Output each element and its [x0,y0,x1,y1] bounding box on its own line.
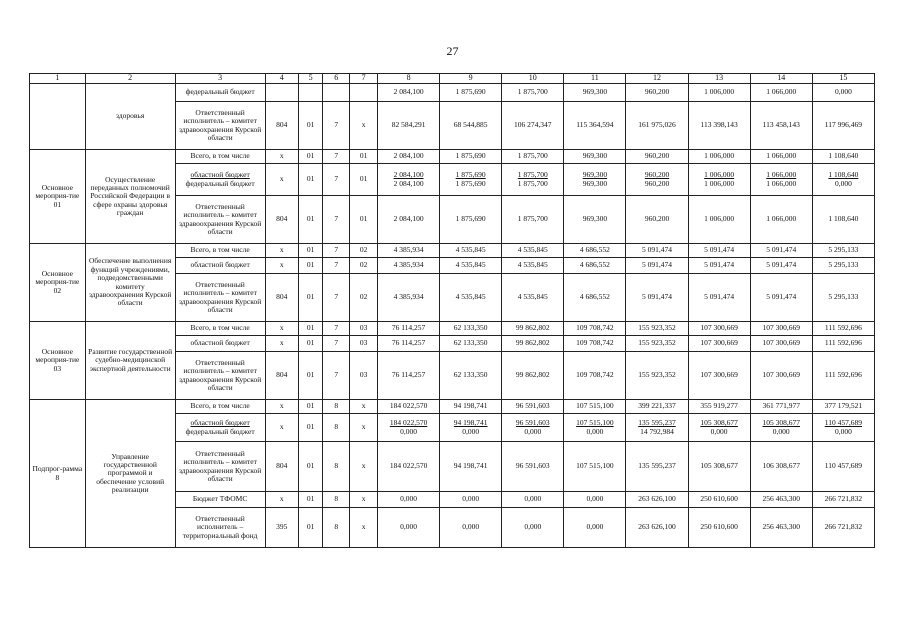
value-cell: 96 591,603 [502,400,564,414]
value-line2: 0,000 [772,426,790,436]
value-cell: 263 626,100 [626,492,688,508]
value-cell: 263 626,100 [626,508,688,548]
value-cell: 256 463,300 [750,508,812,548]
code-cell: 8 [323,508,350,548]
value-cell: 2 084,100 [378,150,440,164]
value-cell: 110 457,689 [812,442,874,492]
value-cell: 256 463,300 [750,492,812,508]
code-cell: 01 [298,164,323,196]
value-cell: 0,000 [564,508,626,548]
value-cell: 1 066,000 [750,84,812,102]
table-row [30,84,875,102]
value-cell: 969,300 [564,150,626,164]
value-line2: 0,000 [834,426,852,436]
value-cell: 155 923,352 [626,322,688,336]
value-line1: 1 108,640 [828,170,859,180]
value-cell: 115 364,594 [564,102,626,150]
code-cell: x [350,102,378,150]
value-cell: 2 084,100 [378,84,440,102]
measure-description: Развитие государственной судебно-медицинской экспертной деятельности [85,322,175,400]
code-cell: 7 [323,150,350,164]
code-cell: 7 [323,196,350,244]
value-line2: 0,000 [710,426,728,436]
value-line1: 107 515,100 [576,418,614,428]
value-cell: 1 875,700 [502,196,564,244]
value-cell: 107 515,100 [564,442,626,492]
value-line2: 1 875,700 [517,178,548,188]
value-cell: 4 686,552 [564,258,626,274]
value-cell: 184 022,570 [378,442,440,492]
value-cell: 1 875,700 [502,84,564,102]
code-cell: 01 [298,352,323,400]
header-row [30,74,875,84]
value-cell: 113 458,143 [750,102,812,150]
value-cell: 0,000 [440,508,502,548]
value-cell: 5 091,474 [688,274,750,322]
code-cell: 8 [323,400,350,414]
row-label: федеральный бюджет [175,84,265,102]
value-cell: 1 875,690 [440,196,502,244]
code-cell: 804 [265,442,298,492]
value-cell: 107 300,669 [750,322,812,336]
value-cell: 0,000 [812,84,874,102]
row-label: Всего, в том числе [175,322,265,336]
row-label: Ответственный исполнитель – комитет здравоохранения Курской области [175,196,265,244]
value-line1: 135 595,237 [638,418,676,428]
value-cell: 1 066,000 [750,196,812,244]
code-cell: x [350,442,378,492]
code-cell: 7 [323,102,350,150]
value-cell: 1 875,700 [502,150,564,164]
value-cell: 106 308,677 [750,442,812,492]
value-cell: 4 535,845 [502,258,564,274]
value-cell: 155 923,352 [626,336,688,352]
value-cell: 5 091,474 [626,274,688,322]
header-cell: 13 [688,74,750,84]
value-cell: 266 721,832 [812,508,874,548]
value-cell: 99 862,802 [502,336,564,352]
value-cell: 5 091,474 [750,244,812,258]
value-cell [502,414,564,442]
header-cell: 12 [626,74,688,84]
code-cell: 03 [350,322,378,336]
code-cell: 01 [298,400,323,414]
code-cell: 8 [323,414,350,442]
table-row [30,150,875,164]
value-line2: 14 792,984 [640,426,674,436]
value-cell: 4 535,845 [440,274,502,322]
value-cell [502,164,564,196]
value-line1: 94 198,741 [453,418,488,428]
row-label: областной бюджет [175,336,265,352]
value-cell: 4 535,845 [502,274,564,322]
code-cell: 01 [298,150,323,164]
code-cell: 01 [298,508,323,548]
row-label: Всего, в том числе [175,400,265,414]
value-line1: 96 591,603 [515,418,550,428]
value-cell [626,414,688,442]
value-cell: 4 385,934 [378,258,440,274]
table-row [30,244,875,258]
code-cell: 7 [323,258,350,274]
row-label: Ответственный исполнитель – комитет здравоохранения Курской области [175,442,265,492]
value-line2: 0,000 [462,426,480,436]
value-cell [564,414,626,442]
code-cell: x [265,414,298,442]
subprogram-description: Управление государственной программой и обеспечение условий реализации [85,400,175,548]
value-line2: 2 084,100 [393,178,424,188]
code-cell: 01 [298,336,323,352]
value-cell: 117 996,469 [812,102,874,150]
value-cell [750,414,812,442]
value-cell [378,414,440,442]
code-cell: 01 [350,164,378,196]
value-cell: 76 114,257 [378,336,440,352]
code-cell: 01 [298,258,323,274]
value-line1: 110 457,689 [824,418,862,428]
cont-description: здоровья [85,84,175,150]
code-cell: x [350,508,378,548]
value-cell: 250 610,600 [688,508,750,548]
header-cell: 8 [378,74,440,84]
code-cell: 01 [298,414,323,442]
value-line2: 0,000 [586,426,604,436]
code-cell: 804 [265,352,298,400]
code-cell: 02 [350,244,378,258]
cell-empty [323,84,350,102]
code-cell: 7 [323,336,350,352]
value-line1: 1 006,000 [704,170,735,180]
header-cell: 14 [750,74,812,84]
value-cell: 1 108,640 [812,150,874,164]
value-cell: 1 875,690 [440,150,502,164]
value-cell: 62 133,350 [440,322,502,336]
header-cell: 4 [265,74,298,84]
value-cell: 2 084,100 [378,196,440,244]
value-cell [688,164,750,196]
value-cell: 105 308,677 [688,442,750,492]
value-cell: 0,000 [502,492,564,508]
row-label: Ответственный исполнитель – комитет здравоохранения Курской области [175,352,265,400]
header-cell: 7 [350,74,378,84]
code-cell: 7 [323,322,350,336]
code-cell: 7 [323,352,350,400]
code-cell: 7 [323,164,350,196]
value-cell [750,164,812,196]
header-cell: 6 [323,74,350,84]
value-cell: 107 300,669 [688,336,750,352]
row-label: областной бюджет [175,258,265,274]
row-label [175,164,265,196]
value-cell: 1 066,000 [750,150,812,164]
value-cell: 76 114,257 [378,352,440,400]
value-cell: 969,300 [564,196,626,244]
value-cell: 111 592,696 [812,322,874,336]
row-label: Всего, в том числе [175,150,265,164]
value-cell: 0,000 [378,492,440,508]
value-cell: 5 295,133 [812,258,874,274]
value-line1: 1 066,000 [766,170,797,180]
value-cell: 5 091,474 [688,244,750,258]
code-cell: x [350,400,378,414]
row-label [175,414,265,442]
value-cell: 4 535,845 [502,244,564,258]
value-cell: 107 300,669 [750,352,812,400]
code-cell: x [350,492,378,508]
value-cell: 960,200 [626,196,688,244]
value-cell: 76 114,257 [378,322,440,336]
table-row [30,322,875,336]
cell-empty [298,84,323,102]
value-cell: 1 875,690 [440,84,502,102]
code-cell: 01 [298,322,323,336]
value-cell: 0,000 [378,508,440,548]
header-cell: 10 [502,74,564,84]
header-cell: 5 [298,74,323,84]
value-cell: 5 091,474 [688,258,750,274]
code-cell: 01 [350,196,378,244]
code-cell: x [350,414,378,442]
value-cell: 109 708,742 [564,336,626,352]
value-cell: 0,000 [502,508,564,548]
value-cell: 99 862,802 [502,352,564,400]
code-cell: x [265,150,298,164]
value-line1: 969,300 [582,170,608,180]
value-cell: 99 862,802 [502,322,564,336]
measure-code: Основное мероприя-тие 03 [30,322,86,400]
code-cell: 02 [350,258,378,274]
value-line1: 1 875,700 [517,170,548,180]
measure-description: Осуществление переданных полномочий Российской Федерации в сфере охраны здоровья граждан [85,150,175,244]
measure-code: Основное мероприя-тие 02 [30,244,86,322]
code-cell: x [265,400,298,414]
value-cell: 94 198,741 [440,442,502,492]
value-cell: 135 595,237 [626,442,688,492]
value-cell: 0,000 [440,492,502,508]
code-cell: x [265,492,298,508]
value-cell [564,164,626,196]
value-cell: 68 544,885 [440,102,502,150]
value-cell: 960,200 [626,150,688,164]
code-cell: x [265,322,298,336]
value-cell: 1 006,000 [688,84,750,102]
value-cell: 4 686,552 [564,274,626,322]
page-number: 27 [446,44,459,58]
code-cell: 01 [350,150,378,164]
value-cell: 107 300,669 [688,322,750,336]
value-line1: 2 084,100 [393,170,424,180]
value-cell [812,414,874,442]
code-cell: x [265,336,298,352]
value-cell: 184 022,570 [378,400,440,414]
subprogram-code: Подпрог-рамма 8 [30,400,86,548]
value-cell: 266 721,832 [812,492,874,508]
header-cell: 3 [175,74,265,84]
row-label-line1: областной бюджет [190,170,250,180]
code-cell: 804 [265,274,298,322]
code-cell: 01 [298,274,323,322]
row-label-line1: областной бюджет [190,418,250,428]
row-label: Всего, в том числе [175,244,265,258]
header-cell: 2 [85,74,175,84]
value-cell: 155 923,352 [626,352,688,400]
row-label-line2: федеральный бюджет [185,426,255,436]
value-line1: 105 308,677 [762,418,800,428]
value-line2: 1 006,000 [704,178,735,188]
value-cell: 5 091,474 [626,244,688,258]
value-cell: 107 300,669 [750,336,812,352]
value-cell [440,414,502,442]
code-cell: x [265,164,298,196]
value-line1: 960,200 [644,170,670,180]
value-line2: 1 066,000 [766,178,797,188]
value-cell: 1 006,000 [688,196,750,244]
measure-code: Основное мероприя-тие 01 [30,150,86,244]
value-line1: 184 022,570 [389,418,428,428]
code-cell: 7 [323,274,350,322]
value-cell: 960,200 [626,84,688,102]
row-label: Ответственный исполнитель – комитет здравоохранения Курской области [175,102,265,150]
header-cell: 11 [564,74,626,84]
value-cell: 82 584,291 [378,102,440,150]
row-label-line2: федеральный бюджет [185,178,255,188]
code-cell: 01 [298,244,323,258]
value-cell: 5 091,474 [750,258,812,274]
code-cell: x [265,258,298,274]
value-line1: 1 875,690 [455,170,486,180]
value-cell: 106 274,347 [502,102,564,150]
cell-empty [30,84,86,150]
budget-table [29,73,875,548]
value-cell: 5 295,133 [812,274,874,322]
value-cell: 250 610,600 [688,492,750,508]
header-cell: 15 [812,74,874,84]
row-label: Бюджет ТФОМС [175,492,265,508]
value-cell: 355 919,277 [688,400,750,414]
value-cell: 111 592,696 [812,352,874,400]
value-cell: 107 300,669 [688,352,750,400]
code-cell: 03 [350,352,378,400]
code-cell: 01 [298,196,323,244]
value-cell: 399 221,337 [626,400,688,414]
code-cell: 01 [298,492,323,508]
value-cell: 161 975,026 [626,102,688,150]
value-line2: 960,200 [644,178,670,188]
value-cell: 4 535,845 [440,244,502,258]
value-cell: 113 398,143 [688,102,750,150]
value-cell: 5 091,474 [626,258,688,274]
value-cell: 4 686,552 [564,244,626,258]
code-cell: 395 [265,508,298,548]
value-line2: 0,000 [834,178,852,188]
value-cell [688,414,750,442]
code-cell: 02 [350,274,378,322]
value-cell: 107 515,100 [564,400,626,414]
value-line2: 0,000 [400,426,417,436]
header-cell: 1 [30,74,86,84]
measure-description: Обеспечение выполнения функций учреждениями, подведомственными комитету здравоохранения Курской области [85,244,175,322]
value-cell: 109 708,742 [564,352,626,400]
value-cell [440,164,502,196]
header-cell: 9 [440,74,502,84]
code-cell: 804 [265,102,298,150]
value-cell: 969,300 [564,84,626,102]
value-cell: 96 591,603 [502,442,564,492]
table-row [30,400,875,414]
value-line2: 969,300 [582,178,608,188]
value-line2: 0,000 [524,426,542,436]
code-cell: 8 [323,442,350,492]
row-label: Ответственный исполнитель – комитет здравоохранения Курской области [175,274,265,322]
cell-empty [265,84,298,102]
code-cell: 7 [323,244,350,258]
value-cell: 109 708,742 [564,322,626,336]
value-cell: 4 535,845 [440,258,502,274]
value-cell: 111 592,696 [812,336,874,352]
code-cell: 03 [350,336,378,352]
value-cell: 4 385,934 [378,244,440,258]
value-cell: 1 108,640 [812,196,874,244]
value-cell: 361 771,977 [750,400,812,414]
code-cell: x [265,244,298,258]
value-line1: 105 308,677 [700,418,738,428]
value-cell: 62 133,350 [440,352,502,400]
value-cell: 62 133,350 [440,336,502,352]
value-cell: 5 295,133 [812,244,874,258]
row-label: Ответственный исполнитель – территориальный фонд [175,508,265,548]
code-cell: 8 [323,492,350,508]
value-cell: 94 198,741 [440,400,502,414]
value-line2: 1 875,690 [455,178,486,188]
value-cell: 0,000 [564,492,626,508]
value-cell [378,164,440,196]
value-cell: 4 385,934 [378,274,440,322]
value-cell: 377 179,521 [812,400,874,414]
value-cell: 5 091,474 [750,274,812,322]
code-cell: 01 [298,102,323,150]
value-cell [812,164,874,196]
code-cell: 01 [298,442,323,492]
code-cell: 804 [265,196,298,244]
cell-empty [350,84,378,102]
value-cell: 1 006,000 [688,150,750,164]
value-cell [626,164,688,196]
